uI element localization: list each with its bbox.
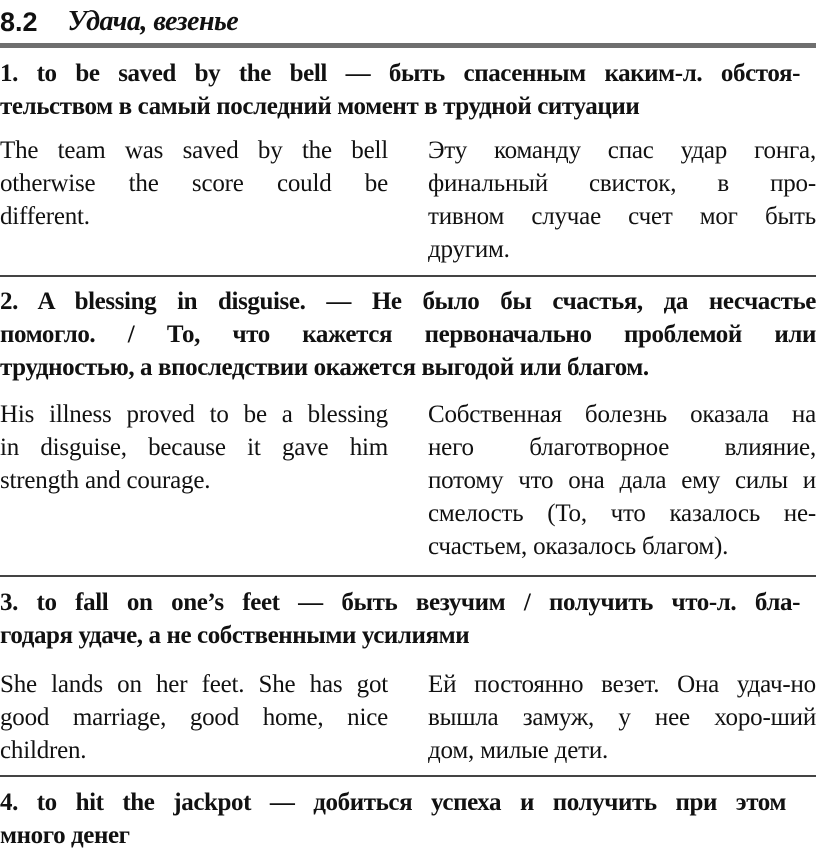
entry-2-heading bbox=[0, 285, 816, 384]
section-heading: Удача, везенье bbox=[67, 6, 239, 37]
text-line: дом, милые дети. bbox=[428, 737, 609, 764]
section-number: 8.2 bbox=[0, 6, 38, 37]
entry-1-russian bbox=[428, 134, 816, 266]
heading-line: годаря удаче, а не собственными усилиями bbox=[0, 622, 470, 649]
text-line: children. bbox=[0, 737, 87, 764]
text-line: The team was saved by the bell bbox=[0, 137, 388, 164]
text-line: финальный свисток, в про- bbox=[428, 170, 816, 197]
heading-line: 1. to be saved by the bell — быть спасенным каким-л. обстоя- bbox=[0, 60, 800, 87]
text-line: Собственная болезнь оказала на bbox=[428, 401, 816, 428]
heading-line: много денег bbox=[0, 822, 130, 849]
text-line: strength and courage. bbox=[0, 467, 211, 494]
entry-2-english bbox=[0, 398, 388, 497]
entry-divider bbox=[0, 275, 816, 277]
text-line: вышла замуж, у нее хоро-ший bbox=[428, 704, 816, 731]
heading-line: 2. A blessing in disguise. — Не было бы счастья, да несчастье bbox=[0, 288, 816, 315]
text-line: тивном случае счет мог быть bbox=[428, 203, 816, 230]
heading-line: 3. to fall on one’s feet — быть везучим / получить что-л. бла- bbox=[0, 589, 800, 616]
heading-line: 4. to hit the jackpot — добиться успеха и получить при этом bbox=[0, 789, 786, 816]
section-title bbox=[0, 2, 238, 42]
text-line: потому что она дала ему силы и bbox=[428, 467, 816, 494]
text-line: different. bbox=[0, 203, 90, 230]
text-line: другим. bbox=[428, 236, 510, 263]
entry-divider bbox=[0, 575, 816, 577]
text-line: него благотворное влияние, bbox=[428, 434, 816, 461]
text-line: Ей постоянно везет. Она удач-но bbox=[428, 671, 816, 698]
heading-line: трудностью, а впоследствии окажется выгодой или благом. bbox=[0, 354, 649, 381]
text-line: His illness proved to be a blessing bbox=[0, 401, 388, 428]
entry-4-heading bbox=[0, 786, 786, 852]
entry-3-english bbox=[0, 668, 388, 767]
text-line: смелость (То, что казалось не- bbox=[428, 500, 816, 527]
entry-3-russian bbox=[428, 668, 816, 767]
entry-1-heading bbox=[0, 57, 800, 123]
heading-line: помогло. / То, что кажется первоначально проблемой или bbox=[0, 321, 816, 348]
entry-3-heading bbox=[0, 586, 800, 652]
entry-divider bbox=[0, 775, 816, 777]
entry-2-russian bbox=[428, 398, 816, 563]
text-line: She lands on her feet. She has got bbox=[0, 671, 388, 698]
text-line: good marriage, good home, nice bbox=[0, 704, 388, 731]
entry-1-english bbox=[0, 134, 388, 233]
text-line: in disguise, because it gave him bbox=[0, 434, 388, 461]
text-line: счастьем, оказалось благом). bbox=[428, 533, 729, 560]
text-line: Эту команду спас удар гонга, bbox=[428, 137, 816, 164]
text-line: otherwise the score could be bbox=[0, 170, 388, 197]
header-divider bbox=[0, 43, 816, 48]
heading-line: тельством в самый последний момент в трудной ситуации bbox=[0, 93, 640, 120]
